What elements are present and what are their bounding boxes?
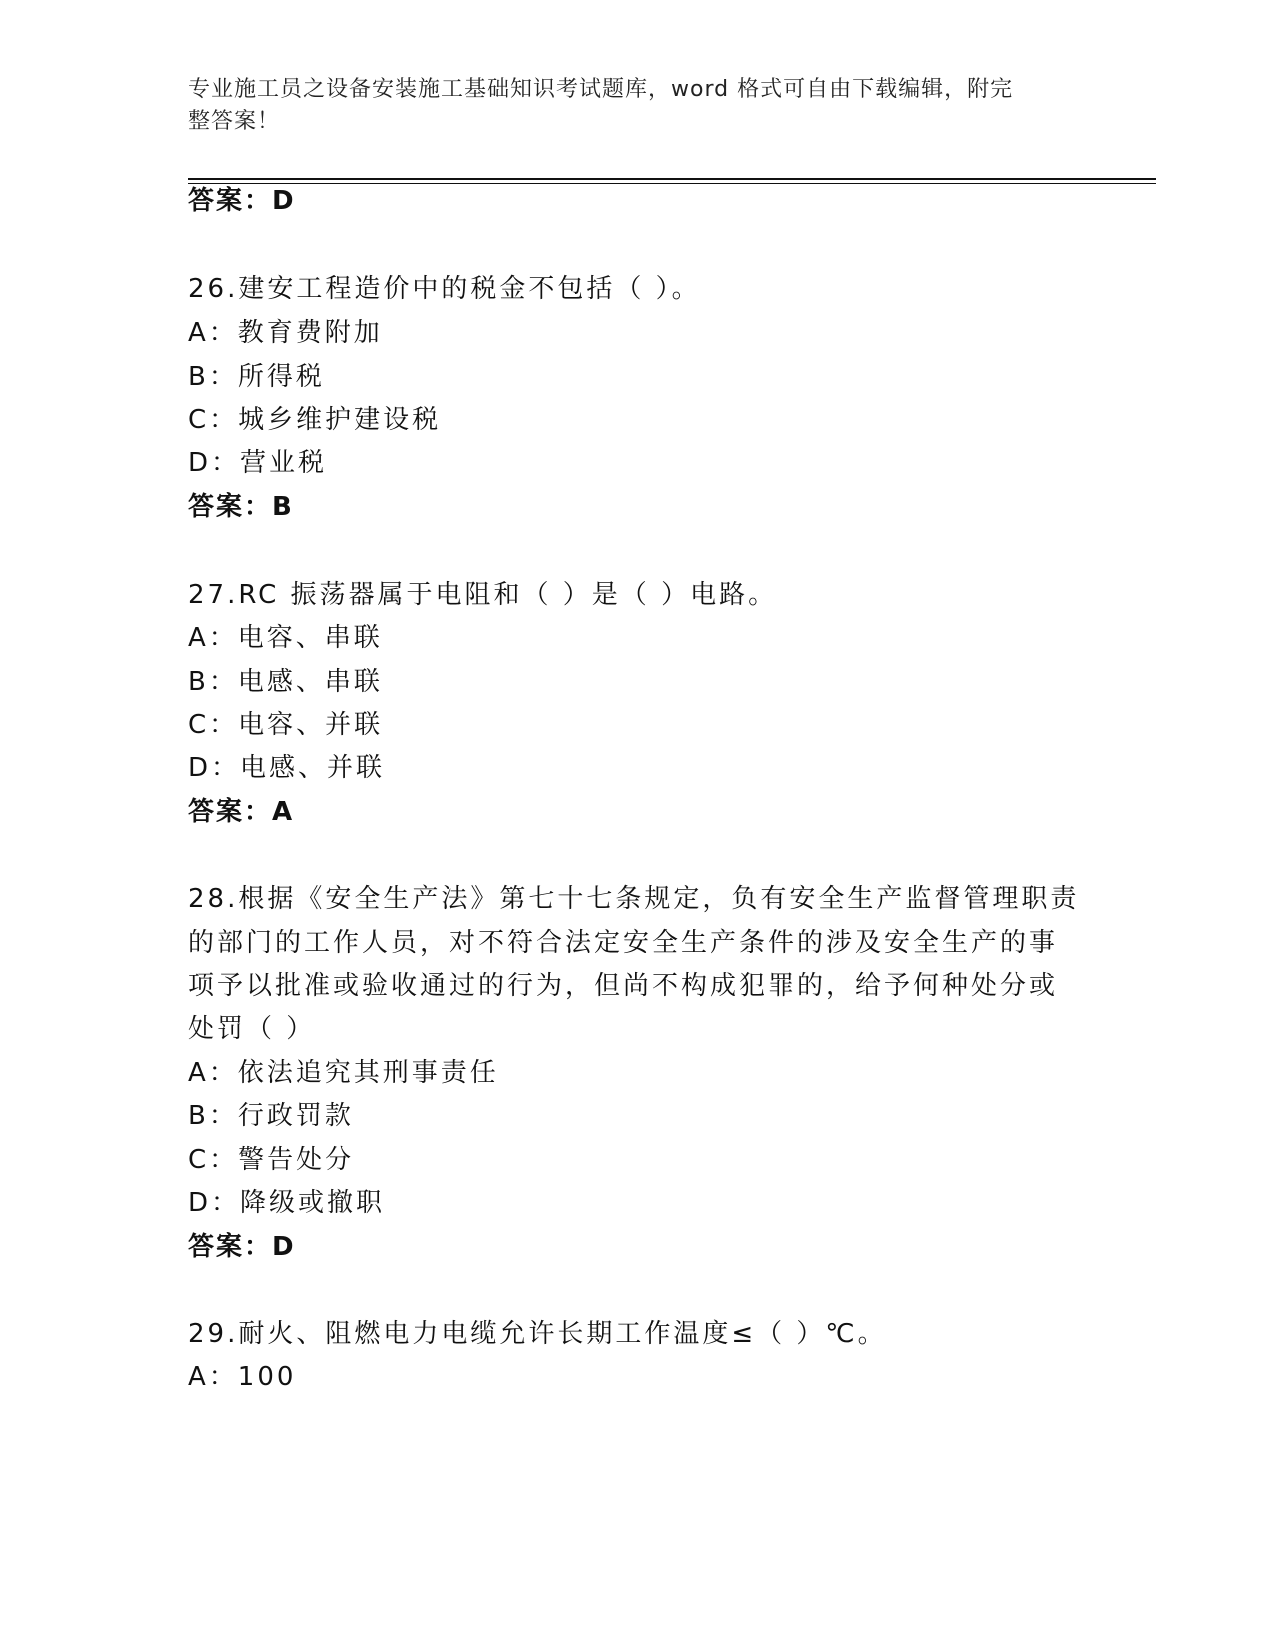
document-header — [188, 74, 1068, 138]
previous-answer: 答案：D — [188, 186, 296, 216]
question-28-stem-line-2: 的部门的工作人员，对不符合法定安全生产条件的涉及安全生产的事 — [188, 928, 1059, 958]
question-26-option-a: A：教育费附加 — [188, 318, 383, 348]
header-divider-thick — [188, 178, 1156, 180]
question-29-option-a: A：100 — [188, 1362, 297, 1392]
question-28-stem-line-4: 处罚（ ） — [188, 1014, 316, 1044]
question-26-stem: 26.建安工程造价中的税金不包括（ ）。 — [188, 274, 701, 304]
question-26-option-d: D：营业税 — [188, 448, 328, 478]
header-divider-thin — [188, 183, 1156, 184]
question-27-option-d: D：电感、并联 — [188, 753, 386, 783]
question-28-stem-line-3: 项予以批准或验收通过的行为，但尚不构成犯罪的，给予何种处分或 — [188, 971, 1059, 1001]
question-26-option-c: C：城乡维护建设税 — [188, 405, 442, 435]
question-26-option-b: B：所得税 — [188, 362, 325, 392]
question-28-option-d: D：降级或撤职 — [188, 1188, 386, 1218]
question-26-answer: 答案：B — [188, 492, 294, 522]
question-28-stem-line-1: 28.根据《安全生产法》第七十七条规定，负有安全生产监督管理职责 — [188, 884, 1080, 914]
question-28-option-c: C：警告处分 — [188, 1145, 355, 1175]
question-27-option-c: C：电容、并联 — [188, 710, 384, 740]
question-27-option-b: B：电感、串联 — [188, 667, 383, 697]
question-28-option-b: B：行政罚款 — [188, 1101, 354, 1131]
header-line-2: 整答案！ — [188, 109, 281, 134]
question-27-option-a: A：电容、串联 — [188, 623, 383, 653]
question-28-answer: 答案：D — [188, 1232, 296, 1262]
question-27-stem: 27.RC 振荡器属于电阻和（ ）是（ ）电路。 — [188, 580, 778, 610]
question-29-stem: 29.耐火、阻燃电力电缆允许长期工作温度≤（ ）℃。 — [188, 1319, 887, 1349]
question-27-answer: 答案：A — [188, 797, 295, 827]
header-line-1: 专业施工员之设备安装施工基础知识考试题库，word 格式可自由下载编辑，附完 — [188, 77, 1014, 102]
question-28-option-a: A：依法追究其刑事责任 — [188, 1058, 499, 1088]
